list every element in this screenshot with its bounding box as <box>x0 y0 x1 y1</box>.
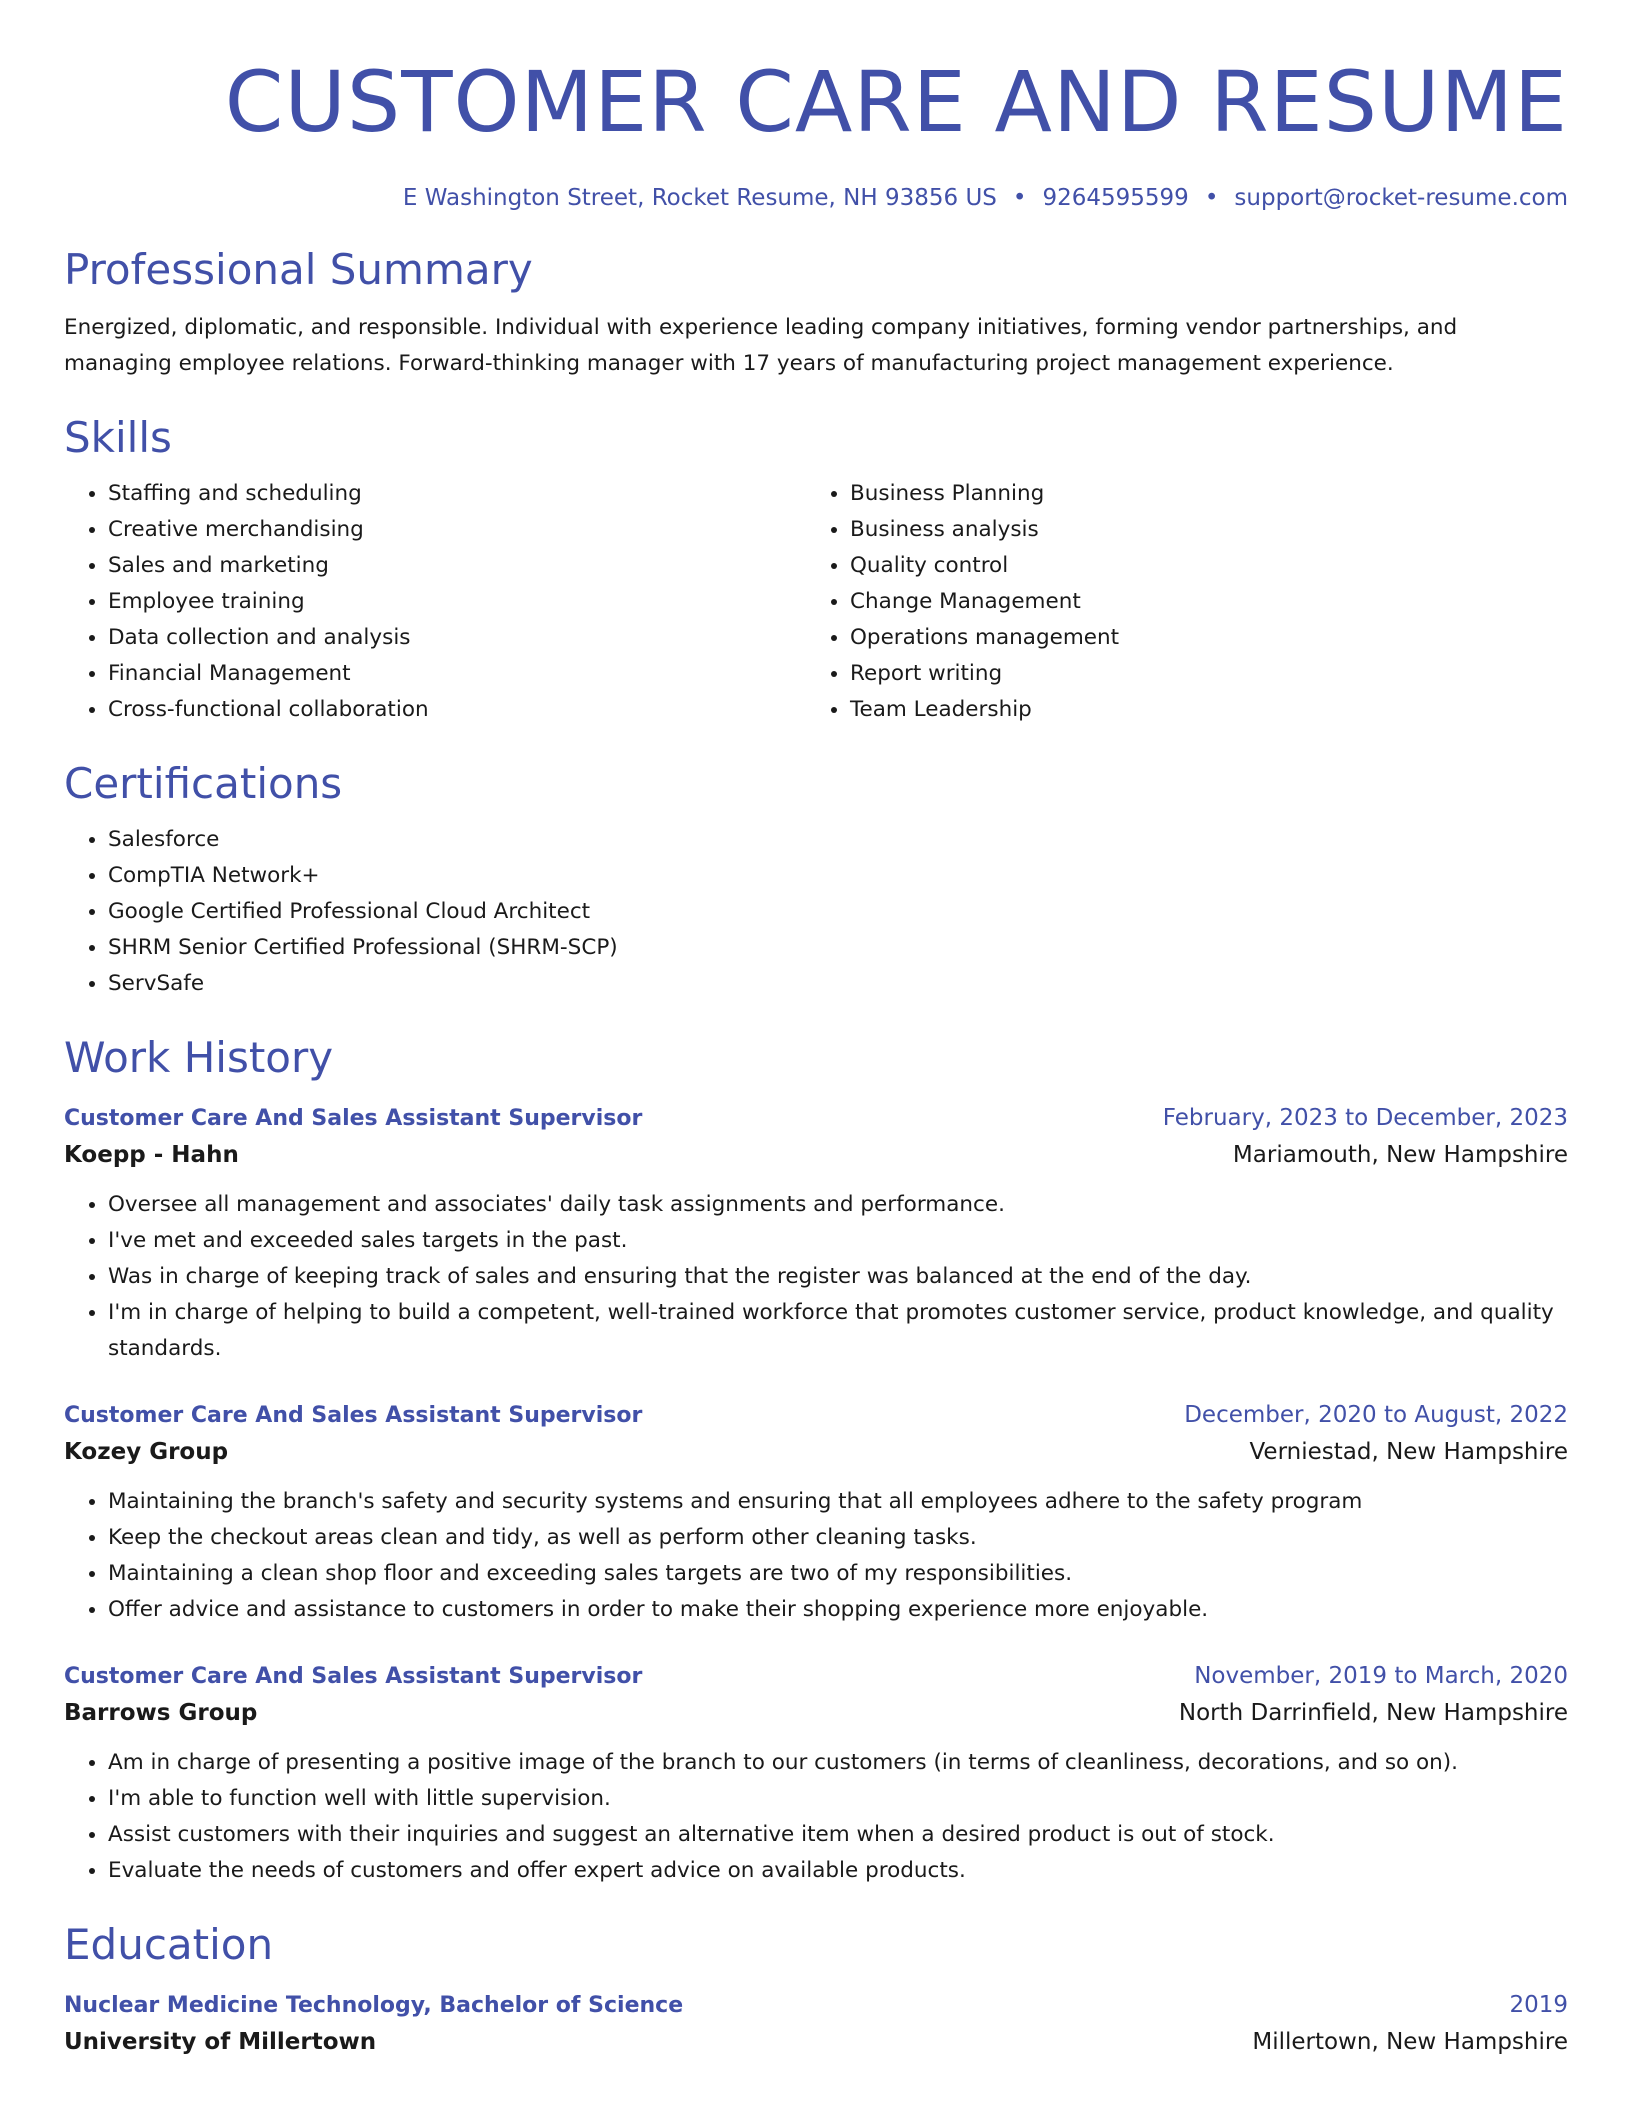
education-school-row <box>64 2024 1568 2060</box>
job-title: Customer Care And Sales Assistant Supervisor <box>64 1106 643 1131</box>
job-bullet: • Am in charge of presenting a positive image of the branch to our customers (in terms of cleanliness, decorations, and so on). <box>108 1745 1568 1781</box>
summary-text: Energized, diplomatic, and responsible. Individual with experience leading company initiatives, forming vendor partnerships, and managing employee relations. Forward-thinking manager with 17 years of manufacturing project management experience. <box>64 315 1458 376</box>
contact-email[interactable]: support@rocket-resume.com <box>1234 185 1568 211</box>
skill-item: • Creative merchandising <box>108 512 806 548</box>
job-entry <box>64 1100 1568 1367</box>
certification-item: • Google Certified Professional Cloud Architect <box>108 894 1568 930</box>
skill-item: • Report writing <box>850 656 1548 692</box>
skill-item: • Business analysis <box>850 512 1548 548</box>
job-title: Customer Care And Sales Assistant Supervisor <box>64 1403 643 1428</box>
skill-item: • Data collection and analysis <box>108 620 806 656</box>
work-history-heading: Work History <box>64 1033 334 1082</box>
job-bullet: • Maintaining a clean shop floor and exceeding sales targets are two of my responsibilities. <box>108 1556 1568 1592</box>
skill-item: • Employee training <box>108 584 806 620</box>
job-location: Verniestad, New Hampshire <box>1249 1439 1568 1465</box>
job-bullet: • Maintaining the branch's safety and security systems and ensuring that all employees adhere to the safety program <box>108 1484 1568 1520</box>
certification-item: • ServSafe <box>108 966 1568 1002</box>
resume-header <box>64 0 1568 216</box>
contact-phone[interactable]: 9264595599 <box>1042 185 1189 211</box>
job-bullet: • I'm able to function well with little supervision. <box>108 1781 1568 1817</box>
certification-item: • CompTIA Network+ <box>108 858 1568 894</box>
job-bullet: • I'm in charge of helping to build a competent, well-trained workforce that promotes customer service, product knowledge, and quality standards. <box>108 1295 1568 1367</box>
job-bullets <box>64 1187 1568 1367</box>
skill-item: • Financial Management <box>108 656 806 692</box>
job-company: Barrows Group <box>64 1700 258 1726</box>
job-company: Kozey Group <box>64 1439 229 1465</box>
job-header-row <box>64 1397 1568 1434</box>
certification-item: • SHRM Senior Certified Professional (SHRM-SCP) <box>108 930 1568 966</box>
contact-address: E Washington Street, Rocket Resume, NH 93856 US <box>402 185 997 211</box>
education-location: Millertown, New Hampshire <box>1252 2029 1568 2055</box>
contact-line <box>64 180 1568 216</box>
skill-item: • Staffing and scheduling <box>108 476 806 512</box>
job-company-row <box>64 1137 1568 1173</box>
skills-heading: Skills <box>64 413 172 462</box>
contact-separator: • <box>1012 185 1027 211</box>
job-bullets <box>64 1484 1568 1628</box>
certification-item: • Salesforce <box>108 822 1568 858</box>
education-degree: Nuclear Medicine Technology, Bachelor of Science <box>64 1993 684 2018</box>
education-heading: Education <box>64 1920 274 1969</box>
job-bullet: • Assist customers with their inquiries and suggest an alternative item when a desired product is out of stock. <box>108 1817 1568 1853</box>
education-entry <box>64 1987 1568 2060</box>
job-bullet: • Evaluate the needs of customers and offer expert advice on available products. <box>108 1853 1568 1889</box>
summary-heading: Professional Summary <box>64 245 533 294</box>
job-entry <box>64 1397 1568 1628</box>
certifications-heading: Certifications <box>64 759 343 808</box>
job-bullet: • Keep the checkout areas clean and tidy, as well as perform other cleaning tasks. <box>108 1520 1568 1556</box>
job-title: Customer Care And Sales Assistant Supervisor <box>64 1664 643 1689</box>
job-bullet: • I've met and exceeded sales targets in the past. <box>108 1223 1568 1259</box>
job-company: Koepp - Hahn <box>64 1142 239 1168</box>
education-year: 2019 <box>1509 1992 1568 2018</box>
job-dates: November, 2019 to March, 2020 <box>1194 1663 1568 1689</box>
skill-item: • Business Planning <box>850 476 1548 512</box>
skill-item: • Sales and marketing <box>108 548 806 584</box>
job-location: North Darrinfield, New Hampshire <box>1178 1700 1568 1726</box>
skill-item: • Team Leadership <box>850 692 1548 728</box>
job-bullet: • Was in charge of keeping track of sales and ensuring that the register was balanced at the end of the day. <box>108 1259 1568 1295</box>
contact-separator: • <box>1204 185 1219 211</box>
job-header-row <box>64 1658 1568 1695</box>
job-location: Mariamouth, New Hampshire <box>1232 1142 1568 1168</box>
skill-item: • Quality control <box>850 548 1548 584</box>
education-school: University of Millertown <box>64 2029 377 2055</box>
job-dates: December, 2020 to August, 2022 <box>1184 1402 1568 1428</box>
job-bullet: • Oversee all management and associates' daily task assignments and performance. <box>108 1187 1568 1223</box>
skills-columns <box>64 466 1568 728</box>
skill-item: • Cross-functional collaboration <box>108 692 806 728</box>
skills-list-left <box>64 476 806 728</box>
job-bullets <box>64 1745 1568 1889</box>
candidate-name: CUSTOMER CARE AND RESUME <box>224 53 1568 151</box>
job-entry <box>64 1658 1568 1889</box>
skill-item: • Change Management <box>850 584 1548 620</box>
education-header-row <box>64 1987 1568 2024</box>
job-bullet: • Offer advice and assistance to customers in order to make their shopping experience more enjoyable. <box>108 1592 1568 1628</box>
skill-item: • Operations management <box>850 620 1548 656</box>
job-company-row <box>64 1434 1568 1470</box>
job-dates: February, 2023 to December, 2023 <box>1162 1105 1568 1131</box>
certifications-list <box>64 822 1568 1002</box>
job-header-row <box>64 1100 1568 1137</box>
job-company-row <box>64 1695 1568 1731</box>
skills-list-right <box>806 476 1548 728</box>
